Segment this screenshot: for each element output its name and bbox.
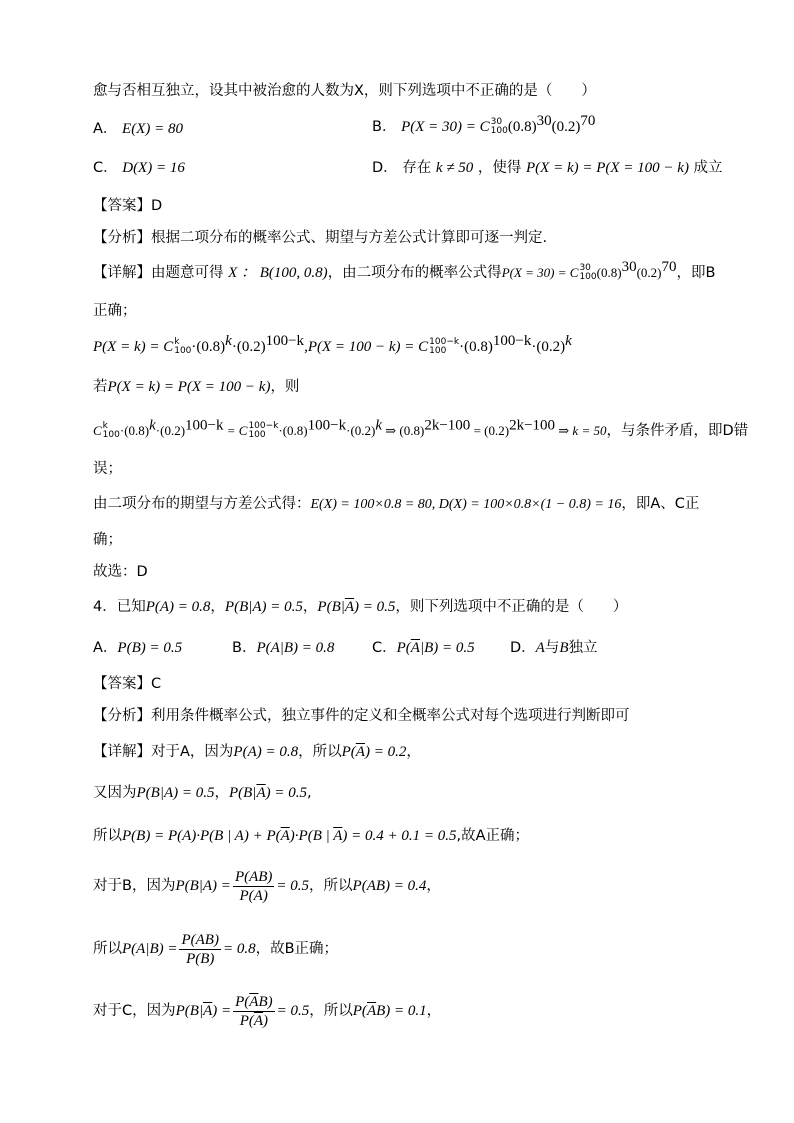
detail-math: $\overline{A}$ [366,1003,377,1019]
detail-text: 误； [93,461,122,477]
q3-detail-line-6 [93,459,122,479]
detail-math: P(A|B) = [122,941,178,957]
detail-math: C [93,423,102,438]
q3-detail-line-5 [93,417,749,441]
q4-option-a [93,638,182,658]
detail-text: 对于C，因为 [93,1003,176,1019]
q3-option-c [93,158,185,178]
fraction-numerator: P(AB) [234,868,273,885]
stem-text: ，则下列选项中不正确的是（ ） [395,599,628,615]
detail-math: P(X = 30) = C [501,265,579,280]
exponent: 30 [621,259,637,276]
detail-text: ，故B正确； [255,941,339,957]
detail-text: ，所以 [298,744,342,760]
option-math: E(X) = 80 [122,121,183,137]
math-part: ·(0.2) [155,423,186,438]
detail-text: ，与条件矛盾，即D错 [606,423,749,439]
q3-analysis [93,228,547,248]
detail-math: ) = 0.2 [364,744,407,760]
math-part: (0.2) [636,265,662,280]
math-part: P( [239,1012,254,1029]
analysis-tag: 【分析】 [93,230,151,246]
binom-sub: 100 [579,272,597,282]
detail-text: 对于B，因为 [93,878,176,894]
detail-math: $\overline{A}$ [256,785,266,801]
q4-detail-line-1 [93,742,421,762]
detail-text: , [306,785,312,801]
detail-math: P(B| [228,785,257,801]
q4-detail-line-4 [93,866,441,906]
option-label: A． [93,640,118,656]
exponent: 100−k [307,417,347,434]
fraction [179,931,220,968]
detail-math: P(AB) = 0.4 [352,878,427,894]
option-label: C． [372,640,397,656]
math-part: ⇒ (0.8) [382,423,425,438]
option-text: 存在 [402,160,432,176]
math-part: ·(0.8) [191,339,226,355]
q4-detail-line-6 [93,991,441,1031]
q4-option-c [372,638,475,658]
detail-text: ，即B [676,265,716,281]
option-math: P(A|B) = 0.8 [256,640,335,656]
exponent: 100−k [265,333,305,350]
stem-text: 愈与否相互独立，设其中被治愈的人数为X，则下列选项中不正确的是（ ） [93,83,596,99]
q3-detail-line-4 [93,377,299,397]
binom-sup: k [174,337,180,347]
detail-math: ) = 0.4 + 0.1 = 0.5 [342,828,457,844]
q3-option-b [372,113,596,137]
binom-sub: 100 [248,430,266,440]
option-math: P(B) = 0.5 [117,640,183,656]
stem-text: ， [210,599,225,615]
detail-text: 故选：D [93,564,148,580]
answer-value: D [151,198,163,214]
math-part: ·(0.8) [119,423,150,438]
detail-math: = 0.5 [276,1003,310,1019]
detail-math: E(X) = 100×0.8 = 80, D(X) = 100×0.8×(1 − 0.8) = 16 [310,497,622,512]
detail-text: 由二项分布的期望与方差公式得： [93,496,311,512]
stem-math: P(A) = 0.8 [145,599,211,615]
option-math: D(X) = 16 [122,160,185,176]
fraction-numerator: P(AB) [181,931,219,948]
math-part: ·(0.2) [346,423,376,438]
detail-text: ， [426,1003,442,1019]
q4-answer [93,674,161,694]
math-part: ·(0.2) [531,339,566,355]
analysis-text: 根据二项分布的概率公式、期望与方差公式计算即可逐一判定. [151,230,548,246]
option-text: 成立 [693,160,723,176]
q3-detail-line-9 [93,562,148,582]
exponent: k [225,333,232,350]
fraction-denominator [233,1012,275,1030]
math-part: (0.8) [596,265,622,280]
binom-sup: 100−k [429,337,460,347]
detail-text: ，即A、C正 [621,496,700,512]
math-part: (0.8) [507,119,537,135]
binom-sup: 30 [490,117,503,127]
detail-math: P( [352,1003,367,1019]
stem-text: 4．已知 [93,599,146,615]
exponent: 70 [580,113,596,130]
exponent: k [149,417,156,434]
exponent: k [565,333,572,350]
detail-tag: 【详解】 [93,265,151,281]
detail-math: ) = [212,1003,232,1019]
math-part: = (0.2) [470,423,510,438]
math-part: ·(0.8) [278,423,308,438]
q3-detail-line-7 [93,494,699,515]
q3-detail-line-8 [93,530,122,550]
exponent: k [375,417,383,434]
binom-sub: 100 [490,126,508,136]
detail-text: ， [406,744,421,760]
detail-text: ，由二项分布的概率公式得 [327,265,502,281]
detail-math: $\overline{A}$ [333,828,343,844]
detail-text: ,故A正确； [456,828,530,844]
detail-math: $\overline{A}$ [280,828,290,844]
answer-value: C [151,676,162,692]
fraction-denominator: P(A) [239,887,268,904]
detail-math: = 0.5 [276,878,310,894]
binom-sub: 100 [429,346,447,356]
option-label: B． [232,640,257,656]
detail-math: X ： B(100, 0.8) [228,265,328,281]
option-label: D． [372,160,398,176]
stem-math: $\overline{A}$ [344,599,355,615]
math-part: ·(0.2) [231,339,266,355]
q4-detail-line-2 [93,783,312,803]
detail-text: 又因为 [93,785,137,801]
detail-tag: 【详解】 [93,744,151,760]
option-label: D． [510,640,536,656]
option-math: P(X = 30) = C [401,119,490,135]
detail-math: = 0.8 [222,941,256,957]
math-part: ) [263,1012,269,1029]
exponent: 2k−100 [424,417,471,434]
detail-text: ，所以 [309,1003,353,1019]
detail-text: ，则 [270,379,300,395]
q3-option-d [372,158,723,178]
option-label: A． [93,121,118,137]
detail-text: 对于A，因为 [151,744,234,760]
option-text: 与 [544,640,560,656]
stem-text: ， [302,599,318,615]
option-text: 独立 [568,640,598,656]
math-part: $\overline{A}$ [249,993,259,1010]
detail-text: 确； [93,532,122,548]
detail-math: ) = 0.5 [265,785,307,801]
detail-text: 由题意可得 [151,265,224,281]
question-4-stem [93,597,627,617]
option-math: |B) = 0.5 [419,640,475,656]
binom-sup: 100−k [248,421,279,431]
detail-text: 所以 [93,941,122,957]
math-part: P( [235,993,250,1010]
option-math: B [559,640,569,656]
detail-math: $\overline{A}$ [203,1003,213,1019]
option-math: A [535,640,545,656]
analysis-text: 利用条件概率公式，独立事件的定义和全概率公式对每个选项进行判断即可 [151,708,630,724]
detail-math: P(B|A) = [175,878,231,894]
exponent: 100−k [492,333,532,350]
binom-sub: 100 [102,430,120,440]
stem-math: ) = 0.5 [354,599,396,615]
math-part: ·(0.8) [459,339,493,355]
fraction [233,993,275,1030]
option-text: ，使得 [477,160,522,176]
analysis-tag: 【分析】 [93,708,151,724]
q4-analysis [93,706,630,726]
q4-detail-line-5 [93,929,338,969]
q3-detail-line-3 [93,333,572,357]
fraction-numerator [233,993,275,1012]
detail-math: P(X = k) = P(X = 100 − k) [107,379,271,395]
option-math: $\overline{A}$ [410,640,420,656]
stem-math: P(B| [317,599,345,615]
exponent: 2k−100 [509,417,556,434]
detail-math: P(A) = 0.8 [233,744,299,760]
q4-detail-line-3 [93,826,529,846]
exponent: 70 [661,259,677,276]
detail-math: P(B) = P(A)·P(B | A) + P( [122,828,281,844]
binom-sup: k [102,421,108,431]
detail-text: 若 [93,379,108,395]
detail-text: ， [214,785,229,801]
q3-detail-line-2 [93,301,137,321]
answer-tag: 【答案】 [93,198,151,214]
binom-sup: 30 [579,263,591,273]
detail-text: 正确； [93,303,137,319]
q3-answer [93,196,162,216]
detail-text: ，所以 [309,878,353,894]
detail-math: $\overline{A}$ [355,744,365,760]
q3-option-a [93,119,183,139]
detail-math: B) = 0.1 [376,1003,427,1019]
option-label: B． [372,119,397,135]
option-math: k ≠ 50 [435,160,474,176]
detail-text: ， [426,878,441,894]
exponent: 100−k [185,417,224,434]
detail-math: ,P(X = 100 − k) = C [304,339,429,355]
fraction [233,868,274,905]
exponent: 30 [536,113,552,130]
detail-text: 所以 [93,828,122,844]
q3-detail-line-1 [93,259,716,283]
math-part: (0.2) [551,119,581,135]
detail-math: P(X = k) = C [93,339,174,355]
option-math: P(X = k) = P(X = 100 − k) [526,160,689,176]
answer-tag: 【答案】 [93,676,151,692]
q4-option-b [232,638,334,658]
detail-math: P(B| [175,1003,204,1019]
binom-sub: 100 [174,346,192,356]
detail-math: P( [341,744,356,760]
math-part: $\overline{A}$ [253,1012,264,1029]
option-label: C． [93,160,118,176]
math-part: B) [258,993,273,1010]
q4-option-d [510,638,598,658]
question-3-stem-tail [93,81,596,101]
math-part: ⇒ k = 50 [555,423,607,438]
stem-math: P(B|A) = 0.5 [224,599,303,615]
math-part: = C [223,423,248,438]
option-math: P( [396,640,411,656]
detail-math: P(B|A) = 0.5 [136,785,215,801]
detail-math: )·P(B | [289,828,334,844]
fraction-denominator: P(B) [186,950,215,967]
